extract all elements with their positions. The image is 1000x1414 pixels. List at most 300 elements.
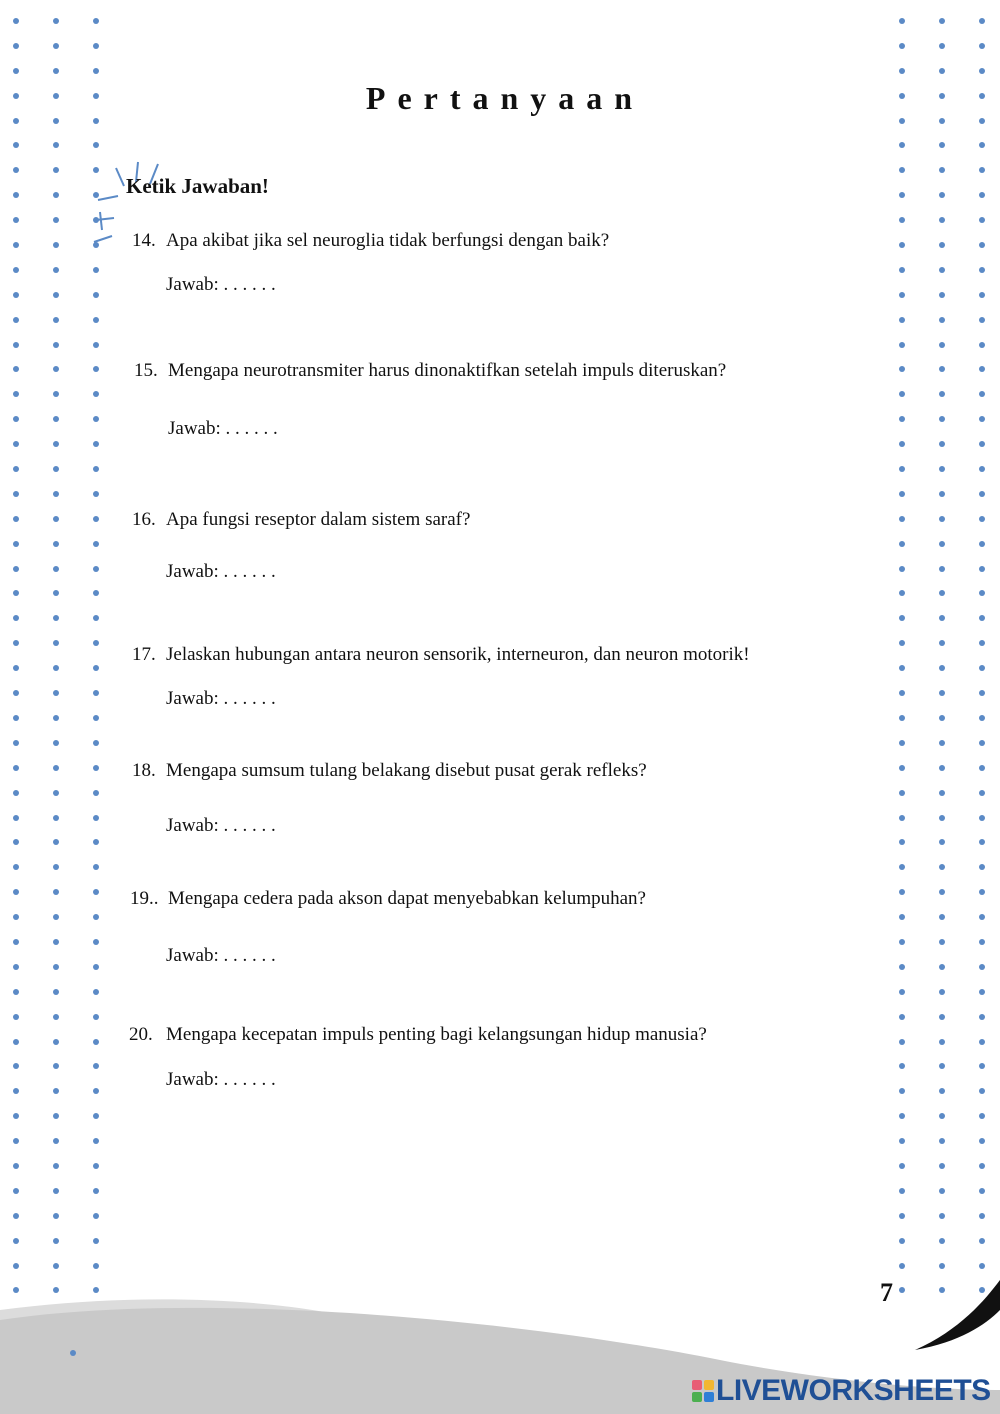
decorative-dot — [53, 790, 59, 796]
decorative-dot — [13, 964, 19, 970]
decorative-dot — [899, 839, 905, 845]
page-number: 7 — [880, 1278, 893, 1307]
answer-field-14[interactable]: Jawab: . . . . . . — [166, 274, 276, 295]
decorative-dot — [13, 1014, 19, 1020]
decorative-dot — [899, 1039, 905, 1045]
decorative-dot — [979, 317, 985, 323]
decorative-dot — [53, 217, 59, 223]
right-dots-column-3 — [979, 18, 987, 1312]
brand-name: LIVEWORKSHEETS — [716, 1374, 991, 1407]
decorative-dot — [13, 740, 19, 746]
question-number: 20. — [129, 1024, 153, 1045]
question-number: 16. — [132, 509, 156, 530]
decorative-dot — [899, 118, 905, 124]
answer-field-17[interactable]: Jawab: . . . . . . — [166, 688, 276, 709]
decorative-dot — [93, 989, 99, 995]
decorative-dot — [13, 541, 19, 547]
decorative-dot — [53, 1113, 59, 1119]
decorative-dot — [53, 416, 59, 422]
decorative-dot — [13, 441, 19, 447]
decorative-dot — [899, 466, 905, 472]
decorative-dot — [939, 118, 945, 124]
decorative-dot — [93, 640, 99, 646]
decorative-dot — [13, 1213, 19, 1219]
decorative-dot — [53, 167, 59, 173]
decorative-dot — [53, 441, 59, 447]
decorative-dot — [979, 342, 985, 348]
decorative-dot — [939, 68, 945, 74]
decorative-dot — [979, 615, 985, 621]
decorative-dot — [899, 1063, 905, 1069]
decorative-dot — [939, 267, 945, 273]
decorative-dot — [939, 1039, 945, 1045]
decorative-dot — [93, 1113, 99, 1119]
decorative-dot — [979, 167, 985, 173]
decorative-dot — [53, 1138, 59, 1144]
decorative-dot — [53, 491, 59, 497]
decorative-dot — [13, 1238, 19, 1244]
decorative-dot — [899, 516, 905, 522]
decorative-dot — [899, 43, 905, 49]
decorative-dot — [53, 366, 59, 372]
decorative-dot — [899, 914, 905, 920]
decorative-dot — [899, 1163, 905, 1169]
decorative-dot — [939, 839, 945, 845]
right-dots-column-2 — [939, 18, 947, 1312]
decorative-dot — [53, 391, 59, 397]
decorative-dot — [899, 989, 905, 995]
decorative-dot — [939, 1163, 945, 1169]
decorative-dot — [53, 68, 59, 74]
answer-field-16[interactable]: Jawab: . . . . . . — [166, 561, 276, 582]
decorative-dot — [939, 864, 945, 870]
decorative-dot — [899, 1213, 905, 1219]
right-dots-column-1 — [899, 18, 907, 1312]
decorative-dot — [53, 989, 59, 995]
decorative-dot — [899, 342, 905, 348]
decorative-dot — [53, 1238, 59, 1244]
decorative-dot — [93, 1039, 99, 1045]
decorative-dot — [899, 715, 905, 721]
decorative-dot — [53, 43, 59, 49]
decorative-dot — [939, 292, 945, 298]
decorative-dot — [939, 1238, 945, 1244]
decorative-dot — [979, 192, 985, 198]
decorative-dot — [93, 864, 99, 870]
decorative-dot — [979, 441, 985, 447]
decorative-dot — [13, 466, 19, 472]
decorative-dot — [93, 1138, 99, 1144]
decorative-dot — [939, 889, 945, 895]
decorative-dot — [899, 790, 905, 796]
decorative-dot — [53, 1014, 59, 1020]
decorative-dot — [939, 242, 945, 248]
decorative-dot — [979, 391, 985, 397]
decorative-dot — [93, 615, 99, 621]
decorative-dot — [939, 665, 945, 671]
decorative-dot — [53, 839, 59, 845]
decorative-dot — [13, 366, 19, 372]
decorative-dot — [53, 267, 59, 273]
decorative-dot — [939, 740, 945, 746]
decorative-dot — [939, 516, 945, 522]
decorative-dot — [13, 889, 19, 895]
decorative-dot — [93, 142, 99, 148]
decorative-dot — [979, 1238, 985, 1244]
answer-field-20[interactable]: Jawab: . . . . . . — [166, 1069, 276, 1090]
question-text: Mengapa neurotransmiter harus dinonaktifkan setelah impuls diteruskan? — [168, 360, 727, 381]
decorative-dot — [13, 242, 19, 248]
decorative-dot — [939, 1138, 945, 1144]
decorative-dot — [899, 267, 905, 273]
decorative-dot — [53, 715, 59, 721]
decorative-dot — [979, 1188, 985, 1194]
question-number: 19.. — [130, 888, 159, 909]
decorative-dot — [899, 167, 905, 173]
decorative-dot — [53, 1088, 59, 1094]
decorative-dot — [979, 366, 985, 372]
decorative-dot — [899, 391, 905, 397]
decorative-dot — [13, 765, 19, 771]
decorative-dot — [93, 839, 99, 845]
decorative-dot — [93, 1163, 99, 1169]
decorative-dot — [939, 192, 945, 198]
decorative-dot — [13, 416, 19, 422]
decorative-dot — [13, 989, 19, 995]
decorative-dot — [979, 964, 985, 970]
decorative-dot — [13, 1039, 19, 1045]
decorative-dot — [53, 566, 59, 572]
decorative-dot — [899, 690, 905, 696]
decorative-dot — [979, 715, 985, 721]
decorative-dot — [13, 690, 19, 696]
decorative-dot — [93, 1213, 99, 1219]
decorative-dot — [53, 690, 59, 696]
decorative-dot — [93, 391, 99, 397]
instruction-heading: Ketik Jawaban! — [126, 174, 269, 198]
decorative-dot — [93, 1014, 99, 1020]
decorative-dot — [899, 765, 905, 771]
decorative-dot — [93, 566, 99, 572]
decorative-dot — [53, 317, 59, 323]
question-number: 14. — [132, 230, 156, 251]
decorative-dot — [939, 989, 945, 995]
decorative-dot — [979, 1113, 985, 1119]
decorative-dot — [53, 590, 59, 596]
decorative-dot — [93, 18, 99, 24]
answer-field-18[interactable]: Jawab: . . . . . . — [166, 815, 276, 836]
decorative-dot — [13, 267, 19, 273]
answer-field-19[interactable]: Jawab: . . . . . . — [166, 945, 276, 966]
question-18 — [132, 760, 647, 782]
decorative-dot — [899, 142, 905, 148]
decorative-dot — [899, 939, 905, 945]
decorative-dot — [13, 939, 19, 945]
decorative-dot — [979, 740, 985, 746]
question-17 — [132, 644, 750, 666]
decorative-dot — [13, 317, 19, 323]
decorative-dot — [939, 640, 945, 646]
decorative-dot — [939, 1213, 945, 1219]
question-15 — [134, 360, 726, 382]
decorative-dot — [53, 765, 59, 771]
question-text: Mengapa cedera pada akson dapat menyebabkan kelumpuhan? — [168, 888, 646, 909]
page-title: Pertanyaan — [365, 80, 645, 116]
decorative-dot — [899, 590, 905, 596]
decorative-dot — [939, 590, 945, 596]
decorative-dot — [939, 615, 945, 621]
decorative-dot — [13, 665, 19, 671]
decorative-dot — [939, 217, 945, 223]
decorative-dot — [93, 790, 99, 796]
decorative-dot — [899, 68, 905, 74]
decorative-dot — [979, 1163, 985, 1169]
decorative-dot — [979, 491, 985, 497]
decorative-dot — [979, 989, 985, 995]
decorative-dot — [53, 1163, 59, 1169]
decorative-dot — [899, 242, 905, 248]
decorative-dot — [979, 640, 985, 646]
decorative-dot — [939, 142, 945, 148]
question-20 — [129, 1024, 707, 1046]
decorative-dot — [939, 43, 945, 49]
decorative-dot — [899, 292, 905, 298]
left-dots-column-2 — [53, 18, 61, 1312]
decorative-dot — [979, 864, 985, 870]
decorative-dot — [53, 914, 59, 920]
decorative-dot — [939, 790, 945, 796]
decorative-dot — [93, 815, 99, 821]
decorative-dot — [93, 1188, 99, 1194]
decorative-dot — [13, 217, 19, 223]
decorative-dot — [939, 566, 945, 572]
decorative-dot — [939, 416, 945, 422]
decorative-dot — [899, 864, 905, 870]
decorative-dot — [899, 740, 905, 746]
decorative-dot — [979, 416, 985, 422]
decorative-dot — [93, 1238, 99, 1244]
decorative-dot — [979, 839, 985, 845]
decorative-dot — [939, 441, 945, 447]
question-text: Apa akibat jika sel neuroglia tidak berfungsi dengan baik? — [166, 230, 610, 251]
decorative-dot — [899, 1238, 905, 1244]
decorative-dot — [899, 366, 905, 372]
decorative-dot — [93, 118, 99, 124]
decorative-dot — [979, 1063, 985, 1069]
decorative-dot — [93, 317, 99, 323]
question-text: Mengapa kecepatan impuls penting bagi kelangsungan hidup manusia? — [166, 1024, 707, 1045]
decorative-dot — [13, 342, 19, 348]
decorative-dot — [93, 366, 99, 372]
decorative-dot — [53, 466, 59, 472]
decorative-dot — [939, 366, 945, 372]
decorative-dot — [13, 18, 19, 24]
decorative-dot — [979, 242, 985, 248]
decorative-dot — [899, 416, 905, 422]
decorative-dot — [93, 740, 99, 746]
decorative-dot — [13, 615, 19, 621]
decorative-dot — [93, 441, 99, 447]
decorative-dot — [979, 1138, 985, 1144]
decorative-dot — [13, 864, 19, 870]
decorative-dot — [53, 541, 59, 547]
decorative-dot — [13, 590, 19, 596]
decorative-dot — [939, 715, 945, 721]
decorative-dot — [13, 192, 19, 198]
liveworksheets-grid-icon — [692, 1380, 714, 1402]
decorative-dot — [939, 815, 945, 821]
decorative-dot — [13, 566, 19, 572]
decorative-dot — [899, 889, 905, 895]
answer-field-15[interactable]: Jawab: . . . . . . — [168, 418, 278, 439]
question-text: Mengapa sumsum tulang belakang disebut pusat gerak refleks? — [166, 760, 647, 781]
decorative-dot — [899, 18, 905, 24]
decorative-dot — [939, 1113, 945, 1119]
decorative-dot — [939, 391, 945, 397]
decorative-dot — [979, 690, 985, 696]
decorative-dot — [13, 1163, 19, 1169]
decorative-dot — [93, 1063, 99, 1069]
decorative-dot — [93, 416, 99, 422]
question-19 — [130, 888, 646, 910]
decorative-dot — [939, 690, 945, 696]
decorative-dot — [979, 292, 985, 298]
decorative-dot — [939, 466, 945, 472]
decorative-dot — [939, 317, 945, 323]
question-number: 18. — [132, 760, 156, 781]
decorative-dot — [53, 18, 59, 24]
decorative-dot — [939, 914, 945, 920]
decorative-dot — [53, 516, 59, 522]
decorative-dot — [939, 541, 945, 547]
decorative-dot — [93, 690, 99, 696]
decorative-dot — [13, 142, 19, 148]
decorative-dot — [93, 665, 99, 671]
decorative-dot — [93, 541, 99, 547]
decorative-dot — [13, 491, 19, 497]
decorative-dot — [899, 1263, 905, 1269]
decorative-dot — [53, 292, 59, 298]
decorative-dot — [13, 815, 19, 821]
decorative-dot — [93, 43, 99, 49]
decorative-dot — [979, 1014, 985, 1020]
decorative-dot — [53, 1039, 59, 1045]
decorative-dot — [53, 142, 59, 148]
decorative-dot — [13, 167, 19, 173]
decorative-dot — [53, 1063, 59, 1069]
decorative-dot — [93, 765, 99, 771]
decorative-dot — [93, 715, 99, 721]
question-number: 17. — [132, 644, 156, 665]
decorative-dot — [13, 292, 19, 298]
decorative-dot — [13, 118, 19, 124]
decorative-dot — [939, 1088, 945, 1094]
decorative-dot — [13, 839, 19, 845]
decorative-dot — [939, 1063, 945, 1069]
decorative-dot — [979, 665, 985, 671]
decorative-dot — [93, 491, 99, 497]
decorative-dot — [899, 1138, 905, 1144]
question-text: Apa fungsi reseptor dalam sistem saraf? — [166, 509, 471, 530]
decorative-dot — [53, 192, 59, 198]
decorative-dot — [53, 242, 59, 248]
decorative-dot — [93, 939, 99, 945]
left-dots-column-1 — [13, 18, 21, 1312]
decorative-dot — [93, 466, 99, 472]
decorative-dot — [979, 939, 985, 945]
decorative-dot — [53, 1263, 59, 1269]
decorative-dot — [979, 466, 985, 472]
decorative-dot — [13, 790, 19, 796]
decorative-dot — [53, 889, 59, 895]
decorative-dot — [13, 1188, 19, 1194]
decorative-dot — [979, 43, 985, 49]
decorative-dot — [53, 815, 59, 821]
decorative-dot — [899, 815, 905, 821]
decorative-dot — [899, 217, 905, 223]
decorative-dot — [979, 1263, 985, 1269]
decorative-dot — [13, 1113, 19, 1119]
decorative-dot — [939, 167, 945, 173]
decorative-dot — [93, 889, 99, 895]
decorative-dot — [13, 640, 19, 646]
decorative-dot — [899, 317, 905, 323]
decorative-dot — [93, 1263, 99, 1269]
decorative-dot — [13, 1263, 19, 1269]
decorative-dot — [53, 615, 59, 621]
decorative-dot — [939, 342, 945, 348]
decorative-dot — [939, 765, 945, 771]
decorative-dot — [939, 491, 945, 497]
decorative-dot — [979, 516, 985, 522]
decorative-dot — [979, 815, 985, 821]
decorative-dot — [899, 1014, 905, 1020]
decorative-dot — [93, 590, 99, 596]
decorative-dot — [979, 1088, 985, 1094]
decorative-dot — [13, 68, 19, 74]
decorative-dot — [899, 964, 905, 970]
decorative-dot — [93, 68, 99, 74]
decorative-dot — [93, 292, 99, 298]
decorative-dot — [53, 342, 59, 348]
decorative-dot — [979, 590, 985, 596]
decorative-dot — [939, 1188, 945, 1194]
decorative-dot — [899, 541, 905, 547]
decorative-dot — [939, 1263, 945, 1269]
decorative-dot — [53, 964, 59, 970]
decorative-dot — [53, 1188, 59, 1194]
decorative-dot — [979, 118, 985, 124]
decorative-dot — [979, 142, 985, 148]
decorative-dot — [979, 1039, 985, 1045]
decorative-dot — [53, 740, 59, 746]
decorative-dot — [899, 566, 905, 572]
decorative-dot — [899, 1088, 905, 1094]
decorative-dot — [93, 1088, 99, 1094]
decorative-dot — [53, 665, 59, 671]
decorative-dot — [979, 790, 985, 796]
decorative-dot — [979, 1213, 985, 1219]
decorative-dot — [899, 491, 905, 497]
decorative-dot — [979, 541, 985, 547]
decorative-dot — [979, 765, 985, 771]
decorative-dot — [899, 441, 905, 447]
decorative-dot — [899, 615, 905, 621]
decorative-dot — [979, 18, 985, 24]
question-16 — [132, 509, 470, 531]
question-14 — [132, 230, 609, 252]
decorative-dot — [53, 118, 59, 124]
